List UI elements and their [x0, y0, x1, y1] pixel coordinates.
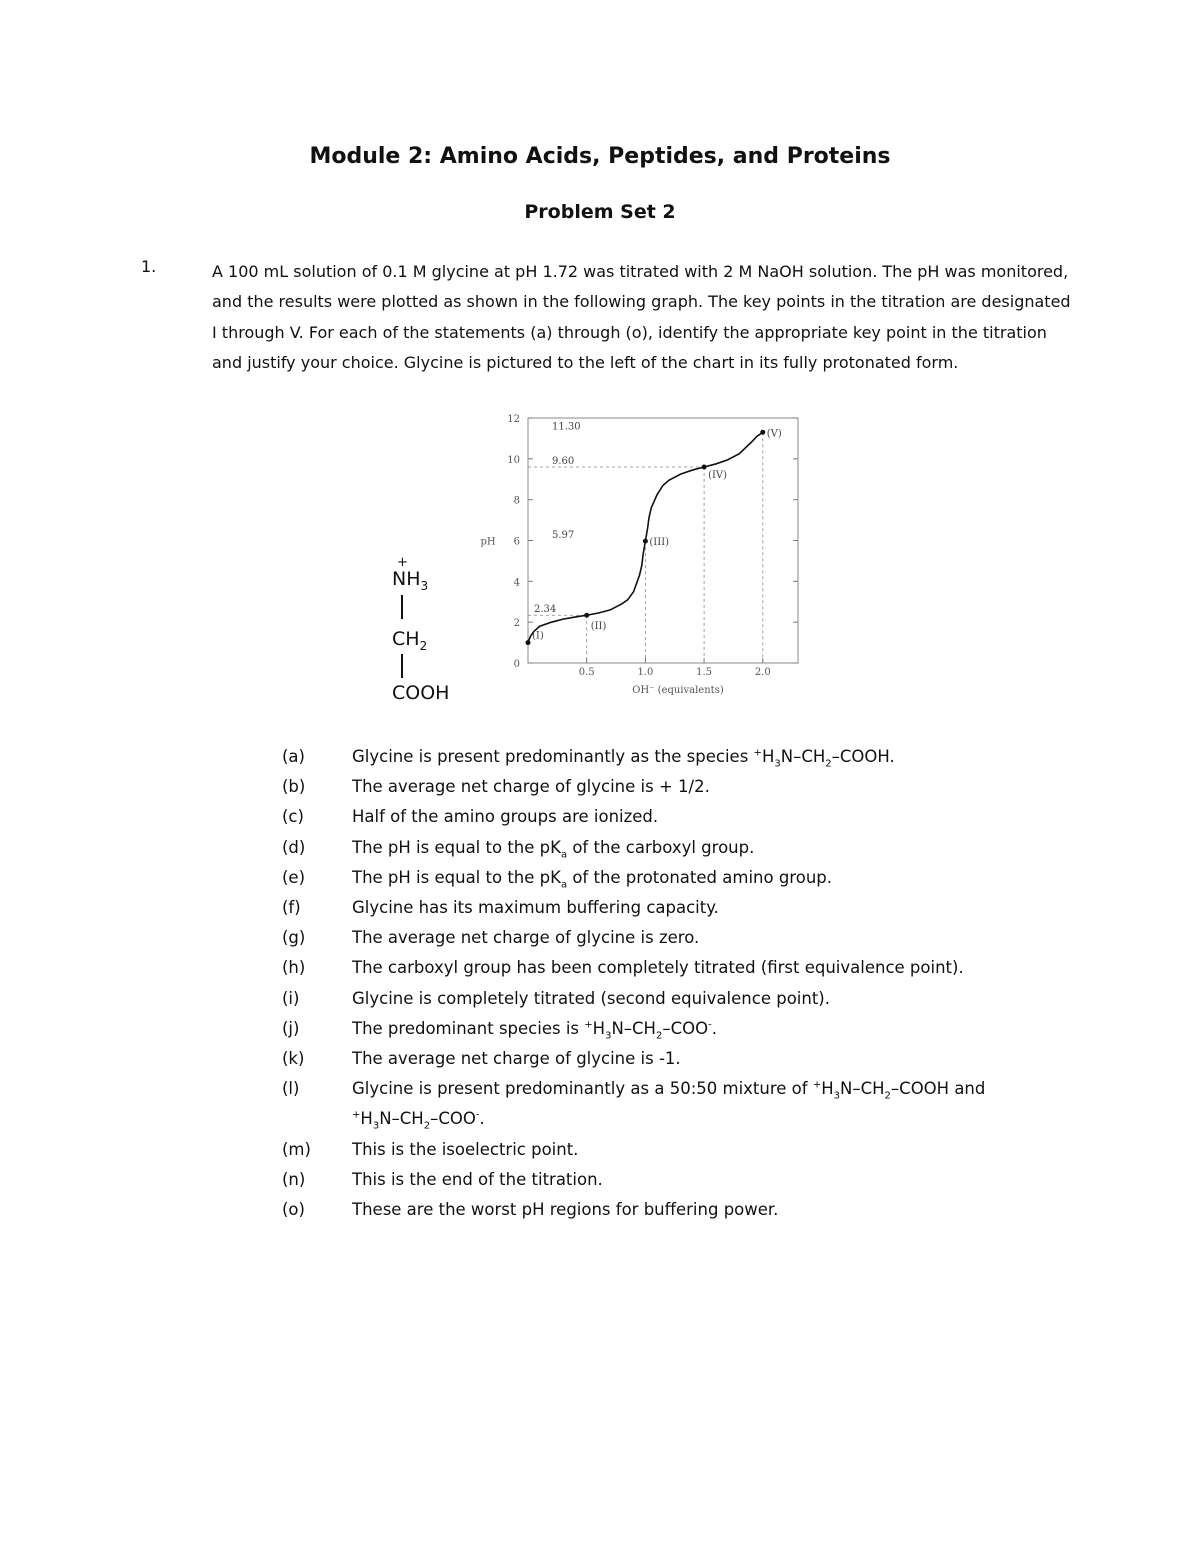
key-point-label: (IV) — [708, 470, 728, 481]
annotation-label: 2.34 — [534, 604, 557, 616]
statement-item — [282, 984, 1082, 1014]
y-tick-label: 4 — [513, 577, 520, 589]
y-tick-label: 2 — [513, 618, 520, 630]
key-point-marker — [760, 430, 765, 435]
statement-label: (f) — [282, 898, 301, 918]
titration-chart — [460, 408, 810, 703]
key-point-marker — [643, 539, 648, 544]
statement-label: (l) — [282, 1079, 300, 1099]
statement-text: These are the worst pH regions for buffering power. — [352, 1200, 779, 1220]
key-point-marker — [526, 640, 531, 645]
statement-item — [282, 833, 1082, 863]
methylene-group — [392, 628, 428, 653]
annotation-label: 5.97 — [552, 530, 575, 542]
key-point-label: (I) — [532, 630, 544, 642]
statement-label: (h) — [282, 958, 306, 978]
statement-label: (g) — [282, 928, 306, 948]
statement-text: The predominant species is $^+H_3N-CH_2-COO^-$. — [352, 1018, 717, 1042]
annotation-label: 11.30 — [552, 421, 581, 433]
statement-item — [282, 1195, 1082, 1225]
statement-item — [282, 772, 1082, 802]
statement-text: The pH is equal to the $pK_a$ of the protonated amino group. — [352, 867, 832, 891]
statement-label: (b) — [282, 777, 306, 797]
bond-line — [401, 595, 403, 619]
statement-text: This is the end of the titration. — [352, 1169, 603, 1189]
y-tick-label: 0 — [513, 659, 520, 670]
statement-text: Glycine is present predominantly as a 50:50 mixture of $^+H_3N-CH_2$–COOH and $^+H_3N-CH_2-COO^-$. — [352, 1079, 986, 1132]
y-axis-label: pH — [480, 536, 496, 548]
statement-list — [282, 742, 1082, 1225]
y-tick-label: 6 — [513, 536, 520, 548]
question-number: 1. — [141, 257, 157, 276]
y-tick-label: 12 — [507, 414, 520, 425]
key-point-marker — [702, 465, 707, 470]
statement-item — [282, 1074, 1082, 1134]
x-tick-label: 2.0 — [754, 667, 771, 678]
statement-label: (m) — [282, 1139, 311, 1159]
amino-charge: + — [397, 555, 408, 570]
statement-text: The average net charge of glycine is zero. — [352, 928, 700, 948]
carboxyl-group: COOH — [392, 682, 450, 704]
statement-text: Glycine has its maximum buffering capacity. — [352, 898, 719, 918]
statement-text: The carboxyl group has been completely titrated (first equivalence point). — [352, 958, 964, 978]
key-point-label: (II) — [590, 621, 607, 633]
x-tick-label: 1.0 — [637, 667, 654, 678]
statement-label: (j) — [282, 1018, 300, 1038]
amino-group — [392, 568, 429, 593]
statement-label: (i) — [282, 988, 300, 1008]
statement-text: The pH is equal to the $pK_a$ of the carboxyl group. — [352, 837, 755, 860]
statement-item — [282, 1044, 1082, 1074]
statement-label: (k) — [282, 1049, 305, 1069]
statement-text: Half of the amino groups are ionized. — [352, 807, 659, 827]
annotation-label: 9.60 — [552, 456, 575, 467]
key-point-marker — [584, 613, 589, 618]
x-tick-label: 0.5 — [578, 667, 595, 678]
statement-text: This is the isoelectric point. — [352, 1139, 579, 1159]
statement-label: (a) — [282, 747, 305, 766]
statement-label: (d) — [282, 837, 306, 857]
statement-item — [282, 923, 1082, 953]
statement-text: The average net charge of glycine is + 1/2. — [352, 777, 710, 797]
statement-text: Glycine is completely titrated (second equivalence point). — [352, 988, 830, 1008]
key-point-label: (V) — [766, 428, 782, 440]
statement-label: (o) — [282, 1200, 305, 1220]
methylene-subscript: 2 — [419, 638, 428, 653]
statement-item — [282, 742, 1082, 772]
x-axis-label: OH⁻ (equivalents) — [632, 685, 724, 696]
bond-line — [401, 654, 403, 678]
statement-item — [282, 1135, 1082, 1165]
statement-item — [282, 802, 1082, 832]
amino-group-subscript: 3 — [420, 578, 429, 593]
statement-item — [282, 1014, 1082, 1044]
statement-item — [282, 863, 1082, 893]
statement-label: (e) — [282, 867, 306, 887]
statement-item — [282, 893, 1082, 923]
y-tick-label: 10 — [507, 454, 520, 466]
statement-item — [282, 953, 1082, 983]
statement-text: The average net charge of glycine is -1. — [352, 1049, 681, 1069]
page-title: Module 2: Amino Acids, Peptides, and Proteins — [309, 144, 891, 169]
x-tick-label: 1.5 — [696, 667, 713, 678]
y-tick-label: 8 — [513, 495, 520, 507]
key-point-label: (III) — [649, 537, 670, 549]
problem-set-title: Problem Set 2 — [524, 201, 676, 223]
statement-label: (c) — [282, 807, 304, 827]
amino-group-label: NH — [392, 568, 421, 590]
question-text: A 100 mL solution of 0.1 M glycine at pH 1.72 was titrated with 2 M NaOH solution. The pH was monitored, and the results were plotted as shown in the following graph. The key points in the titration are designated I through V. For each of the statements (a) through (o), identify the appropriate key point in the titration and justify your choice. Glycine is pictured to the left of the chart in its fully protonated form. — [212, 262, 1071, 372]
methylene-label: CH — [392, 628, 420, 650]
statement-text: Glycine is present predominantly as the species $^+H_3N-CH_2$–COOH. — [352, 747, 895, 770]
statement-item — [282, 1165, 1082, 1195]
statement-label: (n) — [282, 1169, 306, 1189]
